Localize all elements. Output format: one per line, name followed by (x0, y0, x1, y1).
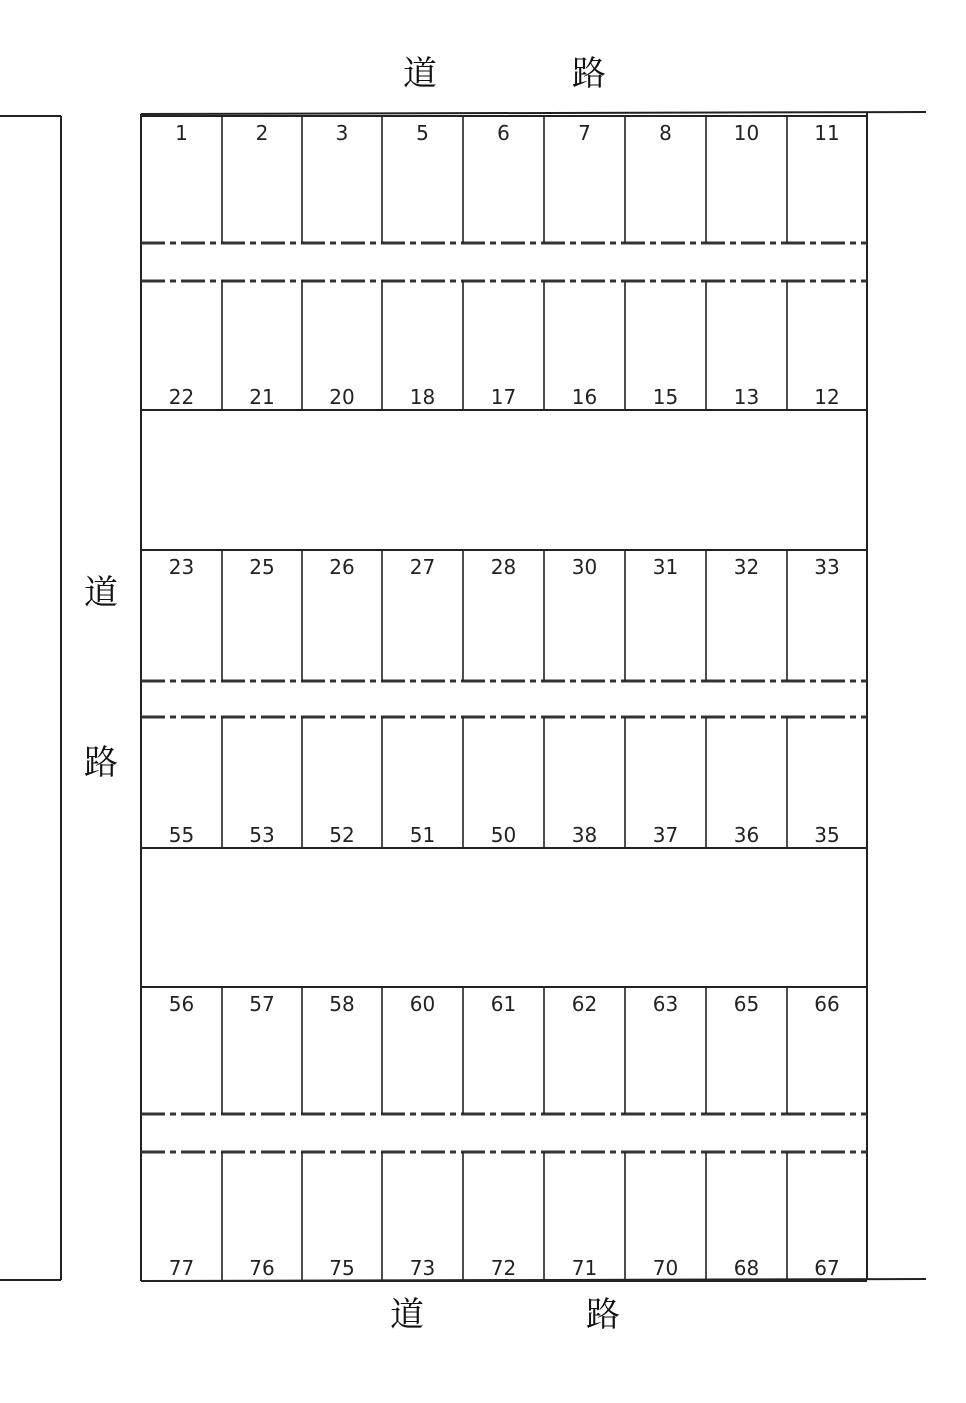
slot-number-label: 72 (490, 1256, 517, 1280)
slot-number-label: 58 (329, 992, 355, 1016)
slot-number-label: 62 (571, 992, 598, 1016)
slot-number-label: 53 (249, 823, 275, 847)
slot-number-label: 1 (175, 121, 188, 145)
slot-number-label: 66 (814, 992, 840, 1016)
slot-number-label: 71 (571, 1256, 598, 1280)
slot-number-label: 35 (814, 823, 840, 847)
top-road-label-char-2: 路 (572, 54, 606, 94)
slot-number-label: 38 (571, 823, 598, 847)
slot-number-label: 11 (814, 121, 840, 145)
slot-number-label: 77 (168, 1256, 195, 1280)
slot-number-label: 61 (490, 992, 517, 1016)
slot-number-label: 12 (814, 385, 840, 409)
slot-number-label: 3 (335, 121, 349, 145)
slot-number-label: 50 (490, 823, 517, 847)
slot-number-label: 21 (249, 385, 275, 409)
slot-number-label: 25 (249, 555, 275, 579)
top-road-label-char-1: 道 (403, 54, 437, 94)
bottom-road-label-char-1: 道 (390, 1295, 424, 1335)
slot-number-label: 65 (733, 992, 760, 1016)
slot-number-label: 73 (409, 1256, 436, 1280)
slot-number-label: 18 (409, 385, 436, 409)
slot-number-label: 70 (652, 1256, 679, 1280)
slot-number-label: 7 (578, 121, 591, 145)
slot-number-label: 56 (168, 992, 195, 1016)
slot-number-label: 63 (652, 992, 679, 1016)
slot-number-label: 22 (168, 385, 195, 409)
slot-number-label: 52 (329, 823, 355, 847)
bottom-road-label-char-2: 路 (586, 1295, 620, 1335)
left-road-label-char-1: 道 (84, 573, 118, 613)
slot-number-label: 27 (409, 555, 436, 579)
slot-number-label: 51 (409, 823, 436, 847)
slot-number-label: 2 (255, 121, 269, 145)
slot-number-label: 28 (490, 555, 517, 579)
slot-number-label: 60 (409, 992, 436, 1016)
slot-number-label: 33 (814, 555, 840, 579)
slot-number-label: 36 (733, 823, 760, 847)
slot-number-label: 15 (652, 385, 679, 409)
slot-number-label: 20 (329, 385, 355, 409)
slot-number-label: 17 (490, 385, 517, 409)
slot-number-label: 26 (329, 555, 355, 579)
top-road-edge (141, 112, 926, 114)
slot-number-label: 23 (168, 555, 195, 579)
slot-number-label: 75 (329, 1256, 355, 1280)
slot-number-label: 57 (249, 992, 275, 1016)
slot-number-label: 8 (659, 121, 672, 145)
slot-number-label: 37 (652, 823, 679, 847)
slot-number-label: 16 (571, 385, 598, 409)
slot-number-label: 68 (733, 1256, 760, 1280)
slot-number-label: 13 (733, 385, 760, 409)
slot-number-label: 32 (733, 555, 760, 579)
slot-number-label: 31 (652, 555, 679, 579)
slot-number-label: 76 (249, 1256, 275, 1280)
slot-number-label: 10 (733, 121, 760, 145)
slot-number-label: 6 (497, 121, 510, 145)
slot-number-label: 30 (571, 555, 598, 579)
slot-number-label: 67 (814, 1256, 840, 1280)
slot-number-label: 55 (168, 823, 195, 847)
left-road-label-char-2: 路 (84, 743, 118, 783)
slot-number-label: 5 (416, 121, 429, 145)
